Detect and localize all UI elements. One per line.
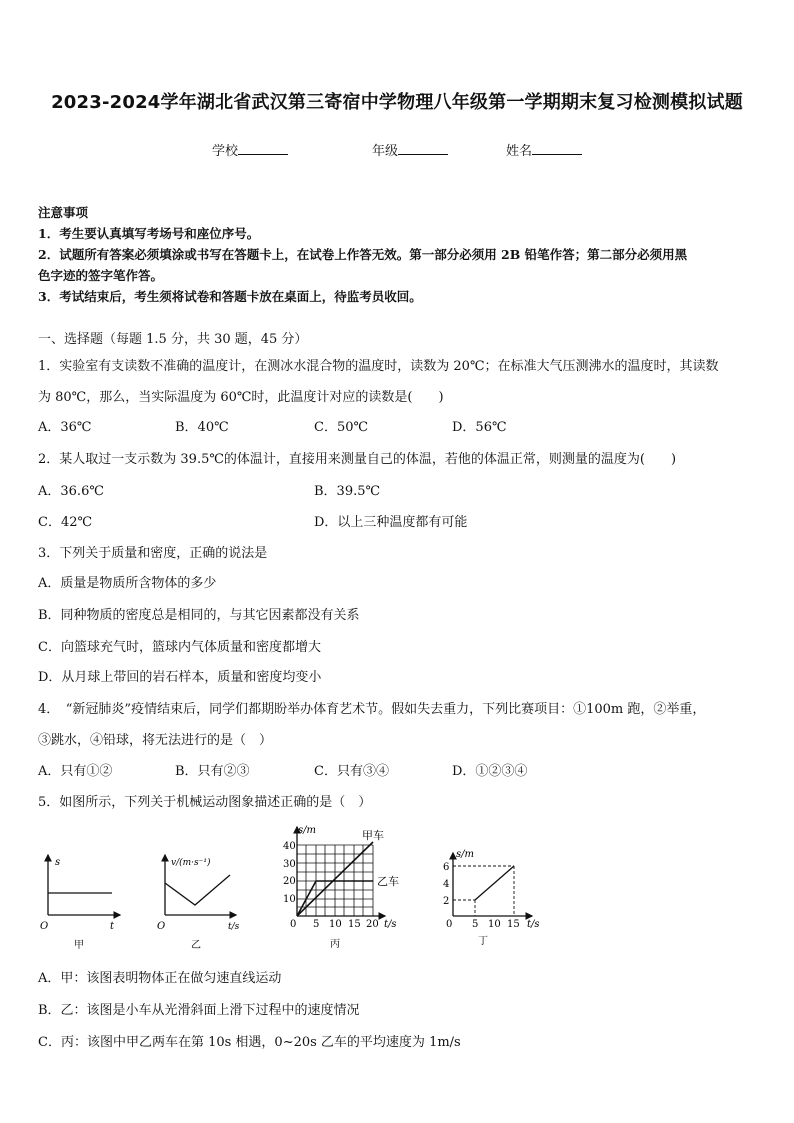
graph-jia-origin: O bbox=[40, 921, 49, 932]
q4-option-b[interactable]: B．只有②③ bbox=[175, 764, 250, 779]
grade-label: 年级 bbox=[372, 144, 399, 159]
school-blank[interactable] bbox=[238, 140, 288, 155]
graph-ding-caption: 丁 bbox=[478, 936, 488, 947]
school-label: 学校 bbox=[212, 144, 239, 159]
q2-option-a[interactable]: A．36.6℃ bbox=[38, 484, 104, 499]
graph-jia-ylabel: s bbox=[55, 857, 61, 868]
q1-option-d[interactable]: D．56℃ bbox=[452, 420, 507, 435]
q1-option-b[interactable]: B．40℃ bbox=[175, 420, 229, 435]
graph-bing-ylabel: s/m bbox=[298, 825, 316, 836]
grade-field[interactable] bbox=[372, 140, 448, 159]
graph-bing-tick-x: 5 bbox=[313, 919, 320, 930]
q2-option-d[interactable]: D．以上三种温度都有可能 bbox=[314, 515, 468, 530]
q5-figures bbox=[0, 815, 794, 955]
graph-bing-label-jia: 甲车 bbox=[362, 829, 384, 842]
graph-yi-ylabel: v/(m·s⁻¹) bbox=[171, 858, 211, 868]
name-field[interactable] bbox=[506, 140, 582, 159]
graph-ding-tick-x: 5 bbox=[472, 919, 479, 930]
q1-option-a[interactable]: A．36℃ bbox=[38, 420, 92, 435]
graph-yi-caption: 乙 bbox=[191, 940, 201, 951]
q1-stem-cont: 为 80℃，那么，当实际温度为 60℃时，此温度计对应的读数是( ) bbox=[38, 390, 444, 405]
name-label: 姓名 bbox=[506, 144, 533, 159]
q5-option-a[interactable]: A．甲：该图表明物体正在做匀速直线运动 bbox=[38, 971, 282, 986]
graph-bing-caption: 丙 bbox=[330, 939, 340, 950]
graph-ding-xlabel: t/s bbox=[527, 919, 540, 930]
graph-ding-line bbox=[475, 866, 514, 900]
q5-stem: 5．如图所示，下列关于机械运动图象描述正确的是（ ） bbox=[38, 795, 372, 810]
q2-stem: 2．某人取过一支示数为 39.5℃的体温计，直接用来测量自己的体温，若他的体温正常，则测量的温度为( ) bbox=[38, 452, 677, 467]
graph-ding-ylabel: s/m bbox=[456, 849, 474, 860]
notice-item: 1．考生要认真填写考场号和座位序号。 bbox=[38, 226, 260, 241]
graph-yi bbox=[157, 855, 240, 951]
graph-bing-tick-y: 30 bbox=[283, 859, 296, 870]
graph-ding-tick-x: 15 bbox=[507, 919, 520, 930]
q3-option-a[interactable]: A．质量是物质所含物体的多少 bbox=[38, 576, 217, 591]
graph-bing bbox=[283, 825, 399, 950]
notice-heading: 注意事项 bbox=[38, 205, 89, 220]
q2-option-b[interactable]: B．39.5℃ bbox=[314, 484, 381, 499]
graph-ding-tick-y: 4 bbox=[443, 879, 450, 890]
q4-option-d[interactable]: D．①②③④ bbox=[452, 764, 528, 779]
graph-bing-tick-x: 15 bbox=[348, 919, 361, 930]
grade-blank[interactable] bbox=[398, 140, 448, 155]
graph-ding bbox=[443, 849, 540, 947]
graph-bing-tick-y: 40 bbox=[283, 841, 296, 852]
graph-yi-origin: O bbox=[157, 921, 166, 932]
q4-stem: 4． “新冠肺炎”疫情结束后，同学们都期盼举办体育艺术节。假如失去重力，下列比赛项目：①100m 跑，②举重， bbox=[38, 702, 706, 717]
q2-option-c[interactable]: C．42℃ bbox=[38, 515, 93, 530]
graph-ding-tick-y: 2 bbox=[443, 896, 450, 907]
q3-option-c[interactable]: C．向篮球充气时，篮球内气体质量和密度都增大 bbox=[38, 640, 321, 655]
graph-bing-label-yi: 乙车 bbox=[377, 875, 399, 888]
graph-bing-origin: 0 bbox=[290, 919, 297, 930]
q5-option-b[interactable]: B．乙：该图是小车从光滑斜面上滑下过程中的速度情况 bbox=[38, 1003, 360, 1018]
name-blank[interactable] bbox=[532, 140, 582, 155]
q3-option-b[interactable]: B．同种物质的密度总是相同的，与其它因素都没有关系 bbox=[38, 608, 360, 623]
graph-bing-tick-x: 10 bbox=[329, 919, 342, 930]
graph-bing-tick-y: 10 bbox=[283, 894, 296, 905]
graph-jia-xlabel: t bbox=[110, 921, 115, 932]
graph-jia bbox=[40, 855, 120, 951]
graph-ding-tick-x: 10 bbox=[488, 919, 501, 930]
q3-option-d[interactable]: D．从月球上带回的岩石样本，质量和密度均变小 bbox=[38, 670, 322, 685]
q1-stem: 1．实验室有支读数不准确的温度计，在测冰水混合物的温度时，读数为 20℃；在标准大气压测沸水的温度时，其读数 bbox=[38, 359, 719, 374]
q5-option-c[interactable]: C．丙：该图中甲乙两车在第 10s 相遇，0~20s 乙车的平均速度为 1m/s bbox=[38, 1035, 461, 1050]
exam-title: 2023-2024学年湖北省武汉第三寄宿中学物理八年级第一学期期末复习检测模拟试题 bbox=[51, 92, 743, 113]
graph-ding-tick-y: 6 bbox=[443, 862, 450, 873]
graph-bing-tick-x: 20 bbox=[366, 919, 379, 930]
notice-item: 色字迹的签字笔作答。 bbox=[38, 268, 164, 283]
q3-stem: 3．下列关于质量和密度，正确的说法是 bbox=[38, 546, 268, 561]
graph-bing-tick-y: 20 bbox=[283, 876, 296, 887]
q4-option-a[interactable]: A．只有①② bbox=[38, 764, 113, 779]
graph-ding-origin: 0 bbox=[446, 919, 453, 930]
notice-item: 3．考试结束后，考生须将试卷和答题卡放在桌面上，待监考员收回。 bbox=[38, 289, 422, 304]
section-heading: 一、选择题（每题 1.5 分，共 30 题，45 分） bbox=[38, 332, 308, 347]
graph-yi-line bbox=[165, 875, 230, 905]
q4-option-c[interactable]: C．只有③④ bbox=[314, 764, 389, 779]
q1-option-c[interactable]: C．50℃ bbox=[314, 420, 369, 435]
school-field[interactable] bbox=[212, 140, 288, 159]
graph-yi-xlabel: t/s bbox=[228, 922, 240, 932]
graph-bing-xlabel: t/s bbox=[384, 919, 397, 930]
notice-item: 2．试题所有答案必须填涂或书写在答题卡上，在试卷上作答无效。第一部分必须用 2B 铅笔作答；第二部分必须用黑 bbox=[38, 247, 688, 262]
q4-stem-cont: ③跳水，④铅球，将无法进行的是（ ） bbox=[38, 733, 273, 748]
graph-jia-caption: 甲 bbox=[74, 940, 84, 951]
